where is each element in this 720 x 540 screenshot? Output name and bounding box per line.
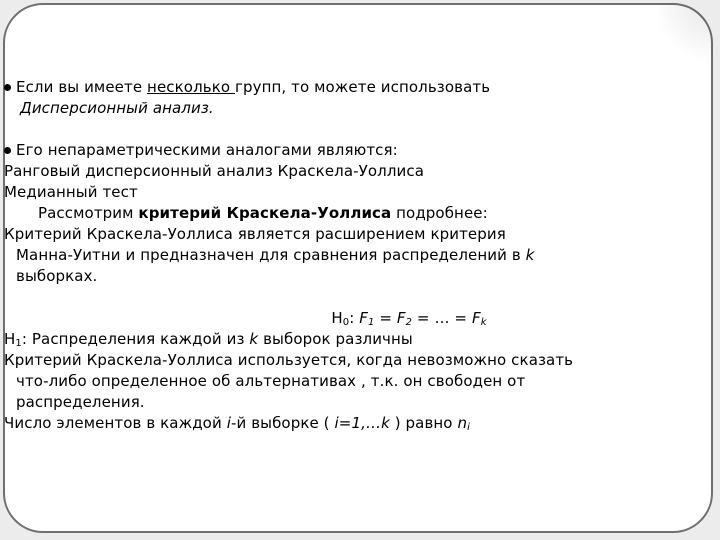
hypothesis-h1: $H_1$: Распределения каждой из k выборок различны [4,330,413,349]
kruskal-bold: критерий Краскела-Уоллиса [138,204,392,222]
underlined-word: несколько [147,78,235,96]
anova-term: Дисперсионный анализ. [20,99,214,117]
sample-size-line: Число элементов в каждой i-й выборке ( i=1,…k ) равно $n_i$ [4,414,470,433]
bullet-nonparametric: Его непараметрическими аналогами являются: [4,140,694,161]
slide-content [4,77,694,434]
definition-paragraph: Критерий Краскела-Уоллиса является расширением критерия Манна-Уитни и предназначен для сравнения распределений в k выборках. [4,225,535,285]
hypothesis-h0: $H_0$: $F_1 = F_2$ = … = $F_k$ [331,309,487,328]
alternative-kruskal: Ранговый дисперсионный анализ Краскела-Уоллиса [4,162,425,180]
consider-line: Рассмотрим критерий Краскела-Уоллиса подробнее: [38,204,488,222]
usage-paragraph: Критерий Краскела-Уоллиса используется, когда невозможно сказать что-либо определенное об альтернативах , т.к. он свободен от распределения. [4,351,574,411]
bullet-dot-icon [4,147,11,154]
alternative-median: Медианный тест [4,183,138,201]
bullet-dot-icon [4,84,11,91]
corner-shade [653,3,713,63]
bullet-anova: Если вы имеете несколько групп, то можете использовать Дисперсионный анализ. [4,77,694,119]
